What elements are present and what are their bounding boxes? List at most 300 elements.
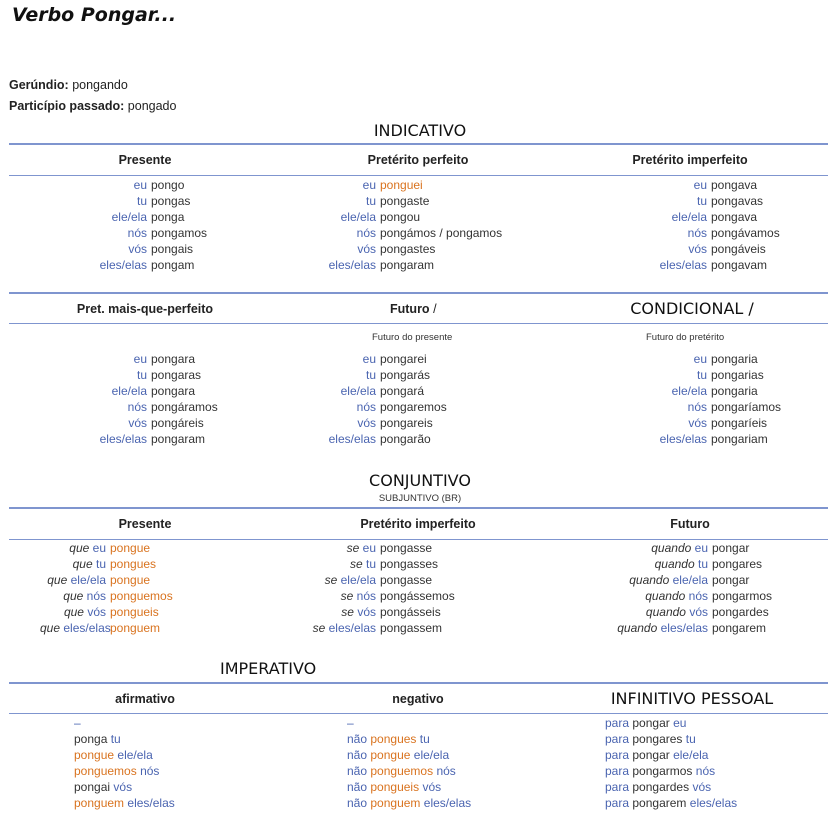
- conjugation-row: [316, 225, 502, 241]
- verb-form: pongará: [380, 384, 425, 398]
- verb-form: pongarei: [380, 352, 427, 366]
- conjugation-row: [87, 257, 207, 273]
- pronoun: tu: [697, 557, 708, 571]
- negation-word: não: [347, 764, 368, 778]
- conjugation-row: [316, 257, 502, 273]
- mais-que-perfeito-header: Pret. mais-que-perfeito: [76, 302, 214, 316]
- conjugation-row: [87, 193, 207, 209]
- conjugation-row: [40, 604, 173, 620]
- pronoun: vós: [692, 780, 712, 794]
- conjugation-row: [647, 241, 780, 257]
- verb-form: pongar: [712, 573, 750, 587]
- pronoun: vós: [113, 780, 133, 794]
- pronoun: nós: [687, 226, 707, 240]
- conjugation-row: [87, 383, 218, 399]
- imperative-row: [605, 763, 737, 779]
- conjunction-word: se: [324, 573, 338, 587]
- pronoun: eu: [133, 352, 147, 366]
- indicativo-title: INDICATIVO: [373, 121, 467, 140]
- preposition-word: para: [605, 716, 630, 730]
- empty-dash: –: [347, 716, 354, 730]
- pronoun: tu: [696, 194, 707, 208]
- pronoun: ele/ela: [672, 573, 708, 587]
- pronoun: nós: [356, 226, 376, 240]
- pronoun: nós: [127, 400, 147, 414]
- conjugation-row: [300, 604, 455, 620]
- negation-word: não: [347, 748, 368, 762]
- verb-form: pongarmos: [712, 589, 773, 603]
- verb-form: pongáveis: [711, 242, 766, 256]
- verb-form: pongassem: [380, 621, 443, 635]
- conjugation-row: [647, 415, 781, 431]
- imperative-row: [74, 731, 175, 747]
- imperativo-header-divider: [9, 713, 828, 714]
- conjuntivo-title: CONJUNTIVO: [369, 471, 471, 490]
- verb-form: ponguem: [74, 796, 125, 810]
- verb-form: pongar: [632, 748, 670, 762]
- pronoun: ele/ela: [671, 210, 707, 224]
- verb-form: pongueis: [370, 780, 420, 794]
- verb-form: pongais: [151, 242, 194, 256]
- imperative-row: [605, 715, 737, 731]
- participle-value: pongado: [127, 99, 177, 113]
- pronoun: tu: [110, 732, 121, 746]
- verb-form: pongávamos: [711, 226, 780, 240]
- verb-form: pongastes: [380, 242, 436, 256]
- preposition-word: para: [605, 764, 630, 778]
- pronoun: ele/ela: [413, 748, 450, 762]
- subject-group: [40, 556, 106, 572]
- preposition-word: para: [605, 780, 630, 794]
- imperative-row: [74, 795, 175, 811]
- gerund-label: Gerúndio:: [9, 78, 69, 92]
- perfeito-header: Pretérito perfeito: [367, 153, 469, 167]
- imperative-row: [74, 715, 175, 731]
- conjugation-row: [316, 431, 447, 447]
- conjunction-word: se: [346, 541, 360, 555]
- pronoun: eles/elas: [99, 258, 147, 272]
- conjugation-row: [87, 351, 218, 367]
- pronoun: tu: [95, 557, 106, 571]
- conj-presente-header: Presente: [118, 517, 172, 531]
- gerund-value: pongando: [72, 78, 128, 92]
- conjugation-row: [87, 415, 218, 431]
- pronoun: tu: [696, 368, 707, 382]
- conjugation-row: [600, 556, 772, 572]
- conjugation-row: [87, 431, 218, 447]
- verb-form: pongues: [110, 557, 157, 571]
- verb-form: pongarias: [711, 368, 764, 382]
- imperative-row: [347, 747, 471, 763]
- preposition-word: para: [605, 748, 630, 762]
- pronoun: vós: [357, 605, 376, 619]
- indicativo-divider: [9, 143, 828, 145]
- conjugation-row: [600, 588, 772, 604]
- pronoun: vós: [357, 416, 376, 430]
- pronoun: eles/elas: [328, 258, 376, 272]
- condicional-list: [647, 351, 781, 447]
- imperative-row: [74, 747, 175, 763]
- negation-word: não: [347, 796, 368, 810]
- verb-form: pongámos / pongamos: [380, 226, 503, 240]
- verb-form: pongaras: [151, 368, 202, 382]
- imperfeito-header: Pretérito imperfeito: [632, 153, 748, 167]
- futuro-header-slash: /: [433, 302, 437, 316]
- pronoun: nós: [687, 400, 707, 414]
- verb-form: pongardes: [632, 780, 690, 794]
- conjugation-row: [316, 177, 502, 193]
- verb-form: pongáramos: [151, 400, 218, 414]
- verb-form: pongaria: [711, 384, 758, 398]
- pronoun: ele/ela: [673, 748, 709, 762]
- conjugation-row: [87, 209, 207, 225]
- negation-word: não: [347, 780, 368, 794]
- pronoun: eu: [693, 178, 707, 192]
- imperative-row: [605, 779, 737, 795]
- imperative-row: [347, 795, 471, 811]
- pronoun: vós: [688, 242, 707, 256]
- afirmativo-list: [74, 715, 175, 811]
- subject-group: [600, 604, 708, 620]
- verb-form: pongariam: [711, 432, 768, 446]
- conjugation-row: [40, 556, 173, 572]
- pronoun: tu: [685, 732, 696, 746]
- pronoun: ele/ela: [671, 384, 707, 398]
- conjunction-word: quando: [617, 621, 658, 635]
- verb-form: pongarem: [632, 796, 687, 810]
- verb-form: pongásseis: [380, 605, 441, 619]
- verb-form: pongares: [712, 557, 763, 571]
- conjugation-row: [300, 572, 455, 588]
- subject-group: [600, 620, 708, 636]
- conj-imperfeito-header: Pretérito imperfeito: [360, 517, 476, 531]
- verb-form: pongaríamos: [711, 400, 782, 414]
- pronoun: tu: [136, 194, 147, 208]
- subject-group: [300, 604, 376, 620]
- verb-form: pongar: [632, 716, 670, 730]
- conjugation-row: [647, 193, 780, 209]
- pronoun: eles/elas: [660, 621, 708, 635]
- verb-form: pongaram: [151, 432, 206, 446]
- indicativo-imperfeito-list: [647, 177, 780, 273]
- futuro-do-presente-note: Futuro do presente: [372, 332, 453, 343]
- subject-group: [600, 540, 708, 556]
- pronoun: nós: [695, 764, 716, 778]
- conjunction-word: quando: [645, 589, 686, 603]
- verb-form: pongas: [151, 194, 191, 208]
- conjugation-row: [600, 620, 772, 636]
- conjugation-row: [316, 193, 502, 209]
- verb-form: ponguemos: [110, 589, 173, 603]
- conjuntivo-divider: [9, 507, 828, 509]
- conjugation-row: [40, 620, 173, 636]
- verb-form: ponguemos: [74, 764, 137, 778]
- subject-group: [40, 620, 111, 636]
- negativo-list: [347, 715, 471, 811]
- tempos-header-divider: [9, 323, 828, 324]
- gerund-line: [9, 78, 128, 92]
- conjunction-word: se: [312, 621, 326, 635]
- pronoun: tu: [365, 194, 376, 208]
- pronoun: vós: [422, 780, 442, 794]
- verb-form: ponguei: [380, 178, 423, 192]
- subject-group: [600, 556, 708, 572]
- conjugation-row: [316, 209, 502, 225]
- conjugation-row: [40, 540, 173, 556]
- futuro-header-label: Futuro: [390, 302, 430, 316]
- participle-label: Particípio passado:: [9, 99, 125, 113]
- imperative-row: [347, 715, 471, 731]
- conjugation-row: [647, 225, 780, 241]
- conjunction-word: quando: [629, 573, 670, 587]
- conjugation-row: [40, 572, 173, 588]
- pronoun: ele/ela: [70, 573, 106, 587]
- conjugation-row: [87, 225, 207, 241]
- pronoun: tu: [136, 368, 147, 382]
- pronoun: ele/ela: [340, 210, 376, 224]
- pronoun: vós: [87, 605, 106, 619]
- futuro-list: [316, 351, 447, 447]
- verb-form: pongarás: [380, 368, 431, 382]
- pronoun: eles/elas: [659, 258, 707, 272]
- pronoun: ele/ela: [111, 384, 147, 398]
- conjugation-row: [600, 540, 772, 556]
- verb-form: ponga: [151, 210, 185, 224]
- subject-group: [300, 620, 376, 636]
- verb-form: pongara: [151, 352, 196, 366]
- conjunction-word: quando: [645, 605, 686, 619]
- subject-group: [40, 572, 106, 588]
- conjunction-word: que: [47, 573, 68, 587]
- imperative-row: [347, 779, 471, 795]
- verb-form: pongue: [370, 748, 411, 762]
- pronoun: vós: [357, 242, 376, 256]
- verb-form: pongasses: [380, 557, 439, 571]
- verb-form: pongarão: [380, 432, 431, 446]
- pronoun: eu: [362, 178, 376, 192]
- conjunction-word: quando: [651, 541, 692, 555]
- verb-form: pongo: [151, 178, 185, 192]
- negation-word: não: [347, 732, 368, 746]
- preposition-word: para: [605, 796, 630, 810]
- conjugation-row: [316, 415, 447, 431]
- participle-line: [9, 99, 176, 113]
- pronoun: vós: [689, 605, 708, 619]
- imperative-row: [74, 763, 175, 779]
- verb-form: pongou: [380, 210, 421, 224]
- verb-form: pongava: [711, 178, 758, 192]
- conjugation-row: [87, 367, 218, 383]
- verb-form: ponga: [74, 732, 108, 746]
- verb-form: ponguem: [110, 621, 161, 635]
- pronoun: eles/elas: [659, 432, 707, 446]
- subject-group: [300, 572, 376, 588]
- conjugation-row: [600, 572, 772, 588]
- verb-form: pongasse: [380, 573, 433, 587]
- imperativo-title: IMPERATIVO: [220, 659, 317, 678]
- verb-form: ponguem: [370, 796, 421, 810]
- subject-group: [40, 604, 106, 620]
- verb-form: pongaria: [711, 352, 758, 366]
- imperative-row: [605, 747, 737, 763]
- pronoun: tu: [365, 368, 376, 382]
- verb-form: pongavas: [711, 194, 764, 208]
- conjugation-row: [40, 588, 173, 604]
- afirmativo-header: afirmativo: [115, 692, 175, 706]
- conjugation-row: [300, 540, 455, 556]
- subject-group: [300, 556, 376, 572]
- conjugation-row: [647, 177, 780, 193]
- verb-form: pongue: [110, 541, 151, 555]
- subject-group: [40, 540, 106, 556]
- conjunction-word: que: [40, 621, 61, 635]
- indicativo-header-divider: [9, 175, 828, 176]
- verb-form: pongares: [632, 732, 683, 746]
- verb-form: pongues: [370, 732, 417, 746]
- verb-form: pongarmos: [632, 764, 693, 778]
- pronoun: eu: [92, 541, 106, 555]
- futuro-do-preterito-note: Futuro do pretérito: [646, 332, 725, 343]
- pronoun: ele/ela: [117, 748, 153, 762]
- verb-form: pongasse: [380, 541, 433, 555]
- verb-form: pongar: [712, 541, 750, 555]
- pronoun: eu: [362, 352, 376, 366]
- indicativo-presente-list: [87, 177, 207, 273]
- conj-presente-list: [40, 540, 173, 636]
- pronoun: eu: [673, 716, 687, 730]
- conj-futuro-list: [600, 540, 772, 636]
- pronoun: nós: [356, 589, 376, 603]
- conjugation-row: [316, 241, 502, 257]
- pronoun: vós: [128, 416, 147, 430]
- conjugation-row: [300, 556, 455, 572]
- imperative-row: [347, 731, 471, 747]
- imperative-row: [605, 795, 737, 811]
- conjugation-row: [316, 351, 447, 367]
- conjugation-row: [87, 177, 207, 193]
- pronoun: eles/elas: [689, 796, 738, 810]
- conjuntivo-subtitle: SUBJUNTIVO (BR): [378, 493, 462, 504]
- pronoun: tu: [419, 732, 430, 746]
- conjunction-word: se: [341, 605, 354, 619]
- infinitivo-pessoal-header: INFINITIVO PESSOAL: [610, 689, 774, 708]
- verb-form: pongaremos: [380, 400, 447, 414]
- pronoun: eles/elas: [328, 432, 376, 446]
- pronoun: vós: [688, 416, 707, 430]
- conjunction-word: se: [349, 557, 363, 571]
- futuro-header: [390, 302, 437, 316]
- verb-form: pongam: [151, 258, 195, 272]
- pronoun: eles/elas: [63, 621, 111, 635]
- conjugation-row: [647, 431, 781, 447]
- pronoun: eu: [133, 178, 147, 192]
- conjunction-word: se: [340, 589, 354, 603]
- conjugation-row: [647, 367, 781, 383]
- verb-form: pongue: [110, 573, 151, 587]
- conjugation-row: [647, 399, 781, 415]
- conjugation-row: [300, 620, 455, 636]
- conjugation-row: [87, 399, 218, 415]
- conj-futuro-header: Futuro: [670, 517, 710, 531]
- tempos-divider: [9, 292, 828, 294]
- pronoun: ele/ela: [340, 573, 376, 587]
- verb-form: pongue: [74, 748, 115, 762]
- pronoun: eu: [694, 541, 708, 555]
- pronoun: eles/elas: [423, 796, 472, 810]
- verb-form: pongavam: [711, 258, 768, 272]
- conjunction-word: que: [69, 541, 90, 555]
- subject-group: [300, 588, 376, 604]
- subject-group: [300, 540, 376, 556]
- conjugation-row: [647, 257, 780, 273]
- pronoun: eles/elas: [328, 621, 376, 635]
- pronoun: tu: [365, 557, 376, 571]
- conjunction-word: que: [63, 605, 84, 619]
- pronoun: eu: [693, 352, 707, 366]
- page-title: Verbo Pongar...: [12, 4, 177, 26]
- conjugation-row: [316, 367, 447, 383]
- verb-form: ponguemos: [370, 764, 434, 778]
- conjunction-word: que: [63, 589, 84, 603]
- pronoun: eu: [362, 541, 376, 555]
- verb-form: pongai: [74, 780, 111, 794]
- conjugation-row: [647, 383, 781, 399]
- conjugation-row: [600, 604, 772, 620]
- pronoun: nós: [356, 400, 376, 414]
- preposition-word: para: [605, 732, 630, 746]
- conjugation-row: [87, 241, 207, 257]
- conjunction-word: que: [72, 557, 93, 571]
- condicional-header: CONDICIONAL /: [630, 299, 754, 318]
- imperative-row: [605, 731, 737, 747]
- pronoun: vós: [128, 242, 147, 256]
- subject-group: [40, 588, 106, 604]
- pronoun: eles/elas: [99, 432, 147, 446]
- mais-que-perfeito-list: [87, 351, 218, 447]
- conjugation-row: [316, 383, 447, 399]
- verb-form: pongara: [151, 384, 196, 398]
- negativo-header: negativo: [392, 692, 444, 706]
- pronoun: nós: [436, 764, 456, 778]
- presente-header: Presente: [118, 153, 172, 167]
- verb-form: pongássemos: [380, 589, 455, 603]
- verb-form: pongáreis: [151, 416, 204, 430]
- imperative-row: [347, 763, 471, 779]
- verb-form: pongarem: [712, 621, 767, 635]
- pronoun: nós: [140, 764, 160, 778]
- pronoun: nós: [86, 589, 106, 603]
- infinitivo-pessoal-list: [605, 715, 737, 811]
- conjugation-row: [300, 588, 455, 604]
- verb-form: pongardes: [712, 605, 769, 619]
- verb-form: pongaram: [380, 258, 435, 272]
- conjugation-row: [647, 351, 781, 367]
- pronoun: nós: [127, 226, 147, 240]
- conjugation-row: [647, 209, 780, 225]
- conj-imperfeito-list: [300, 540, 455, 636]
- imperative-row: [74, 779, 175, 795]
- verb-form: pongareis: [380, 416, 433, 430]
- verb-form: pongueis: [110, 605, 159, 619]
- conjunction-word: quando: [654, 557, 695, 571]
- verb-form: pongamos: [151, 226, 208, 240]
- verb-form: pongava: [711, 210, 758, 224]
- pronoun: eles/elas: [127, 796, 175, 810]
- empty-dash: –: [74, 716, 81, 730]
- conjugation-row: [316, 399, 447, 415]
- imperativo-divider: [9, 682, 828, 684]
- pronoun: nós: [688, 589, 708, 603]
